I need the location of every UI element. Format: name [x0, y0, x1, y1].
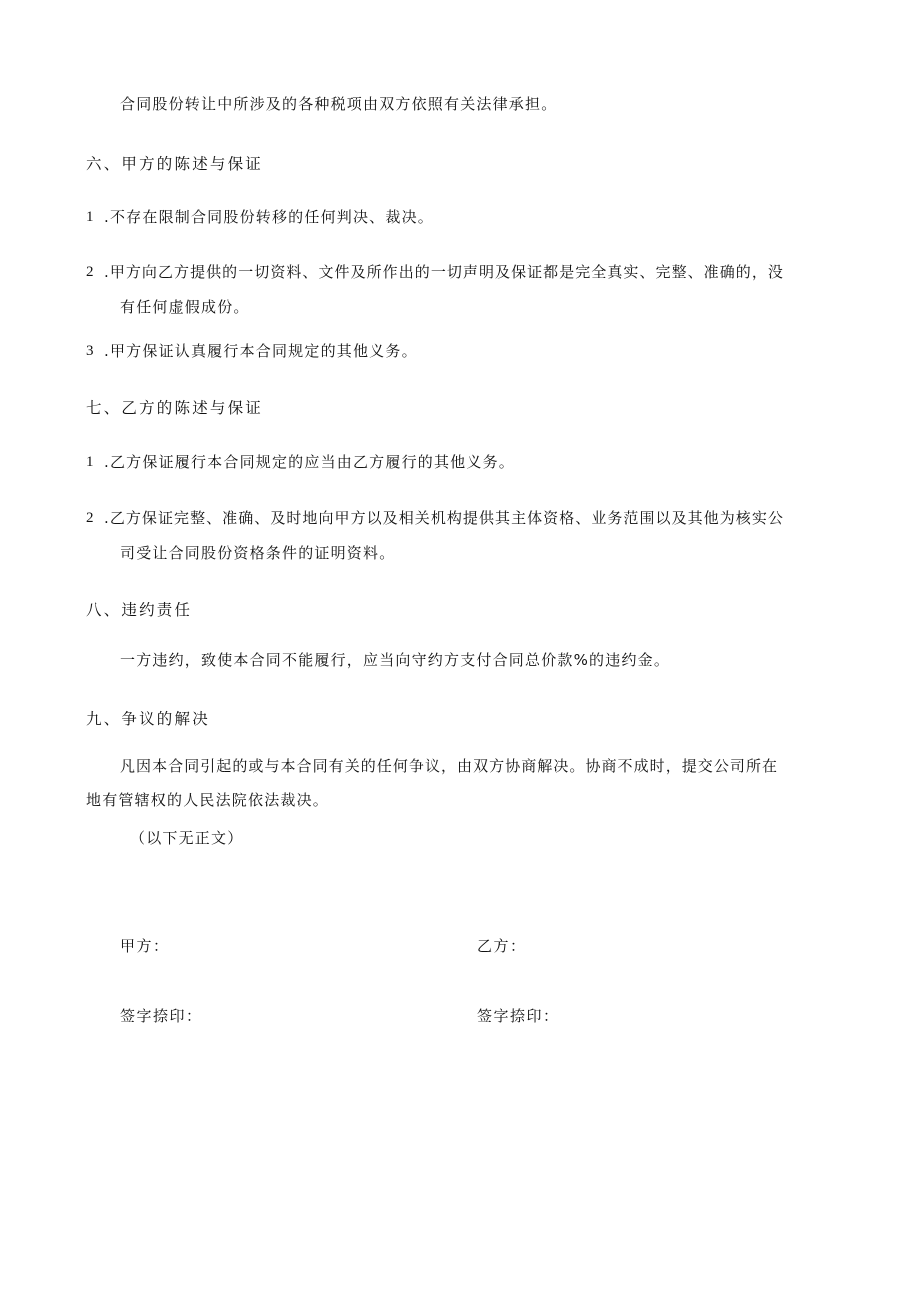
- section-9-body-line1: 凡因本合同引起的或与本合同有关的任何争议，由双方协商解决。协商不成时，提交公司所在: [120, 757, 779, 775]
- s7-item-2-text-line2: 司受让合同股份资格条件的证明资料。: [120, 544, 396, 562]
- end-of-text-note: （以下无正文）: [130, 829, 244, 847]
- party-b-label: 乙方：: [477, 937, 527, 955]
- s6-item-2-number: 2: [86, 264, 94, 280]
- section-7-heading: 七、乙方的陈述与保证: [86, 399, 264, 417]
- section-8-heading: 八、违约责任: [86, 601, 193, 619]
- s7-item-1-text: .乙方保证履行本合同规定的应当由乙方履行的其他义务。: [104, 453, 515, 471]
- s7-item-1-number: 1: [86, 454, 94, 470]
- s6-item-3-text: .甲方保证认真履行本合同规定的其他义务。: [104, 342, 418, 360]
- section-9-body-line2: 地有管辖权的人民法院依法裁决。: [86, 791, 330, 809]
- section-8-body: 一方违约，致使本合同不能履行，应当向守约方支付合同总价款%的违约金。: [120, 651, 671, 669]
- tax-clause: 合同股份转让中所涉及的各种税项由双方依照有关法律承担。: [120, 95, 558, 113]
- s6-item-1-number: 1: [86, 209, 94, 225]
- s7-item-2-number: 2: [86, 510, 94, 526]
- s7-item-2-text-line1: .乙方保证完整、准确、及时地向甲方以及相关机构提供其主体资格、业务范围以及其他为核实公: [104, 509, 784, 527]
- s6-item-2-text-line2: 有任何虚假成份。: [120, 298, 250, 316]
- party-a-label: 甲方：: [120, 937, 170, 955]
- s6-item-2-text-line1: .甲方向乙方提供的一切资料、文件及所作出的一切声明及保证都是完全真实、完整、准确的，没: [104, 263, 784, 281]
- party-b-signature-label: 签字捺印：: [477, 1007, 560, 1025]
- section-6-heading: 六、甲方的陈述与保证: [86, 155, 264, 173]
- section-9-heading: 九、争议的解决: [86, 710, 210, 728]
- s6-item-1-text: .不存在限制合同股份转移的任何判决、裁决。: [104, 208, 434, 226]
- s6-item-3-number: 3: [86, 343, 94, 359]
- party-a-signature-label: 签字捺印：: [120, 1007, 203, 1025]
